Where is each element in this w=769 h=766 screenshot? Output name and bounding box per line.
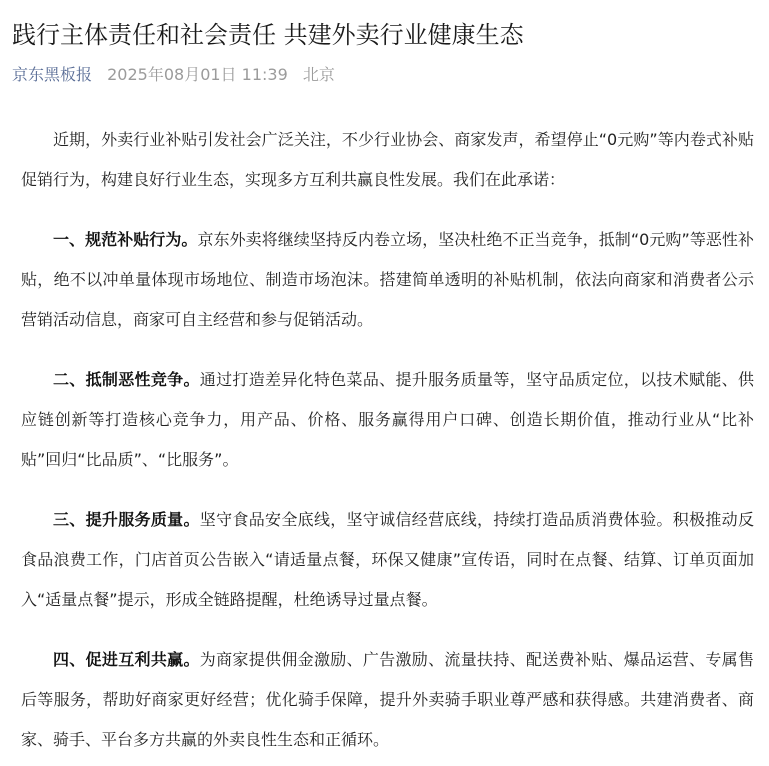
section-paragraph-4 [21,640,754,760]
section-text-2: 通过打造差异化特色菜品、提升服务质量等，坚守品质定位，以技术赋能、供应链创新等打造核心竞争力，用产品、价格、服务赢得用户口碑、创造长期价值，推动行业从“比补贴”回归“比品质”、“比服务”。 [21,370,754,469]
article-meta [12,63,335,87]
source-link[interactable]: 京东黑板报 [12,65,93,84]
section-heading-1: 一、规范补贴行为。 [53,230,198,249]
publish-date: 2025年08月01日 11:39 [107,65,288,84]
publish-location: 北京 [302,65,335,84]
section-text-3: 坚守食品安全底线，坚守诚信经营底线，持续打造品质消费体验。积极推动反食品浪费工作，门店首页公告嵌入“请适量点餐，环保又健康”宣传语，同时在点餐、结算、订单页面加入“适量点餐”提示，形成全链路提醒，杜绝诱导过量点餐。 [21,510,754,609]
section-paragraph-3 [21,500,754,620]
section-heading-4: 四、促进互利共赢。 [53,650,200,669]
intro-paragraph: 近期，外卖行业补贴引发社会广泛关注，不少行业协会、商家发声，希望停止“0元购”等内卷式补贴促销行为，构建良好行业生态，实现多方互利共赢良性发展。我们在此承诺： [21,130,754,189]
section-text-4: 为商家提供佣金激励、广告激励、流量扶持、配送费补贴、爆品运营、专属售后等服务，帮助好商家更好经营；优化骑手保障，提升外卖骑手职业尊严感和获得感。共建消费者、商家、骑手、平台多方共赢的外卖良性生态和正循环。 [21,650,754,749]
section-paragraph-1 [21,220,754,340]
section-heading-2: 二、抵制恶性竞争。 [53,370,200,389]
section-paragraph-2 [21,360,754,480]
article-title: 践行主体责任和社会责任 共建外卖行业健康生态 [12,21,524,49]
section-heading-3: 三、提升服务质量。 [53,510,200,529]
section-text-1: 京东外卖将继续坚持反内卷立场，坚决杜绝不正当竞争，抵制“0元购”等恶性补贴，绝不以冲单量体现市场地位、制造市场泡沫。搭建简单透明的补贴机制，依法向商家和消费者公示营销活动信息，商家可自主经营和参与促销活动。 [21,230,754,329]
